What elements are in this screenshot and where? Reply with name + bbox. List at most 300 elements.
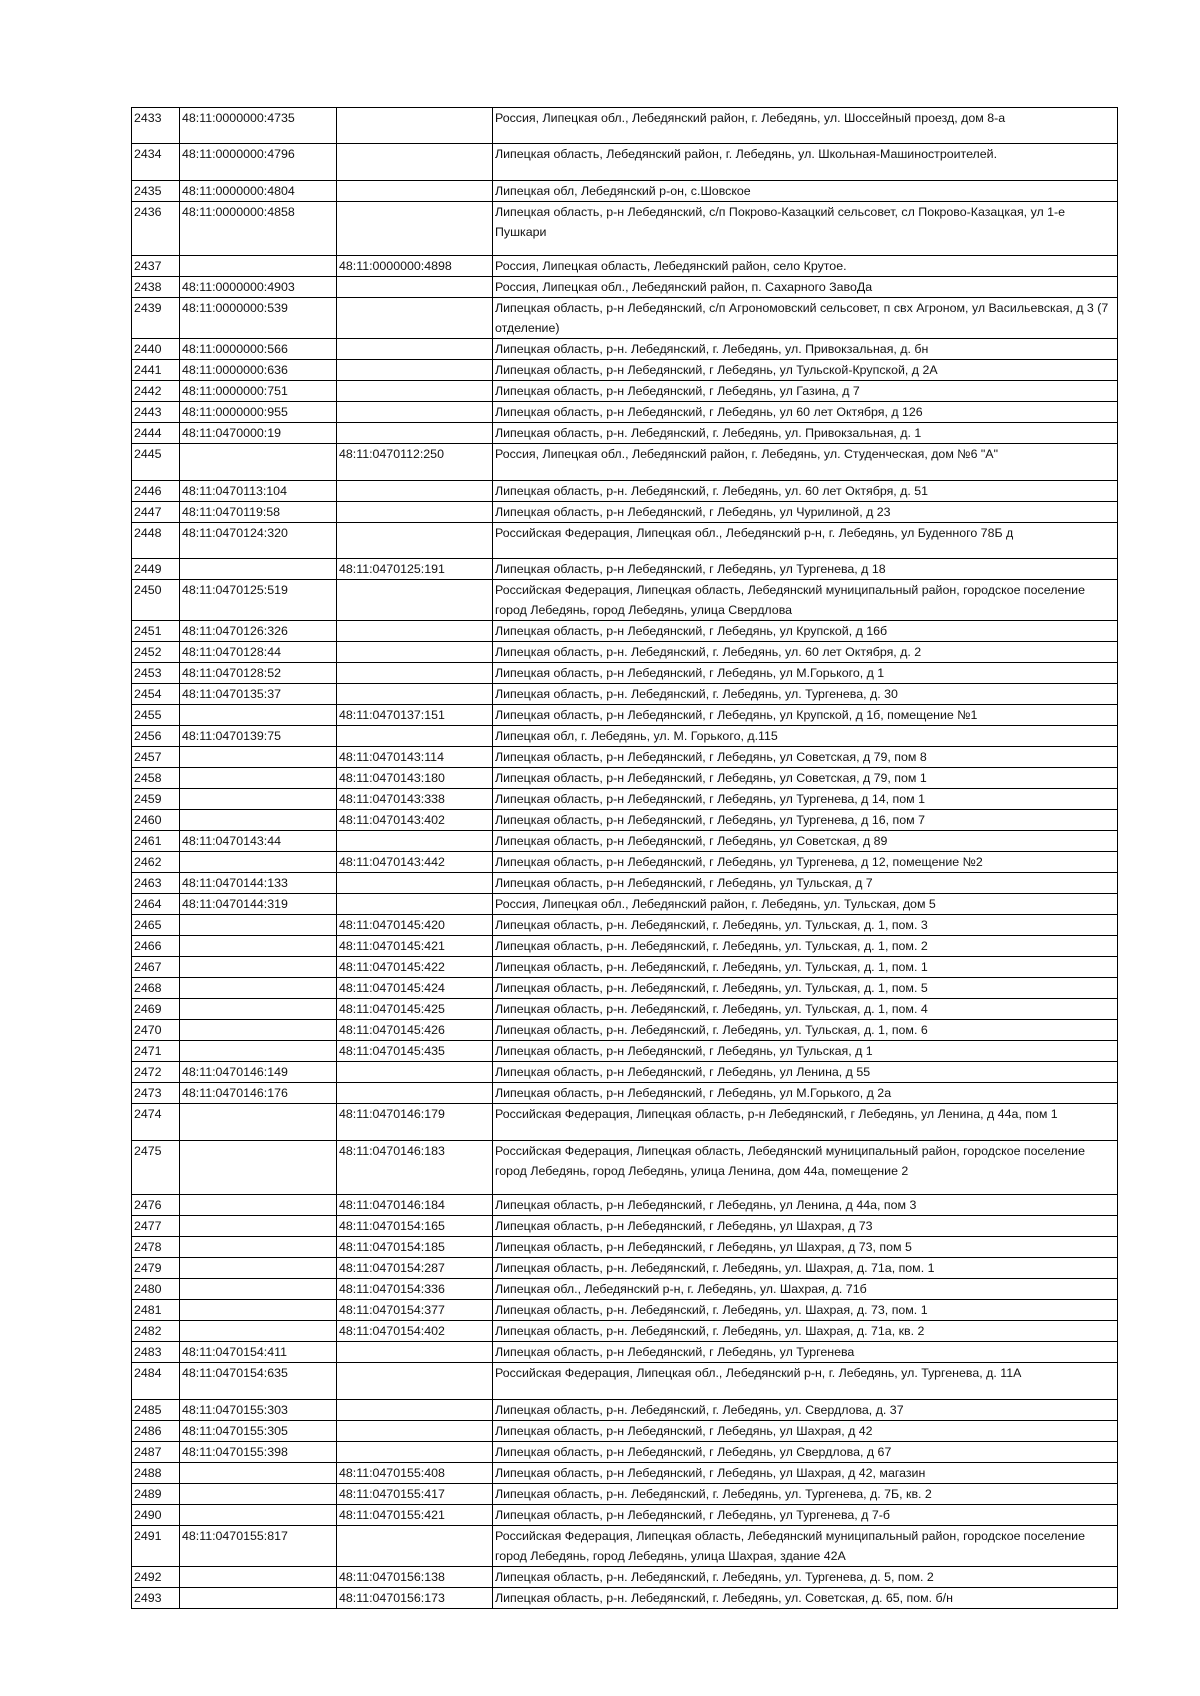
table-row [132, 423, 1118, 444]
table-row [132, 1083, 1118, 1104]
address-cell: Липецкая область, р-н. Лебедянский, г. Лебедянь, ул. Тульская, д. 1, пом. 6 [493, 1020, 1118, 1041]
row-number-cell: 2463 [132, 873, 180, 894]
row-number-cell: 2453 [132, 663, 180, 684]
cadastral-number-cell: 48:11:0470128:44 [180, 642, 337, 663]
cadastral-number-secondary-cell: 48:11:0470156:138 [337, 1566, 493, 1587]
cadastral-number-secondary-cell [337, 873, 493, 894]
cadastral-number-secondary-cell: 48:11:0470154:185 [337, 1237, 493, 1258]
table-row [132, 915, 1118, 936]
cadastral-number-cell [180, 1237, 337, 1258]
row-number-cell: 2434 [132, 144, 180, 180]
row-number-cell: 2449 [132, 559, 180, 580]
row-number-cell: 2454 [132, 684, 180, 705]
cadastral-number-secondary-cell [337, 1441, 493, 1462]
cadastral-number-cell: 48:11:0470135:37 [180, 684, 337, 705]
table-row [132, 381, 1118, 402]
address-cell: Россия, Липецкая область, Лебедянский район, село Крутое. [493, 256, 1118, 277]
row-number-cell: 2470 [132, 1020, 180, 1041]
address-cell: Липецкая область, р-н Лебедянский, г Лебедянь, ул Советская, д 89 [493, 831, 1118, 852]
row-number-cell: 2447 [132, 501, 180, 522]
cadastral-number-secondary-cell: 48:11:0470145:421 [337, 936, 493, 957]
cadastral-number-cell: 48:11:0470155:817 [180, 1525, 337, 1566]
cadastral-number-secondary-cell [337, 423, 493, 444]
cadastral-number-cell [180, 747, 337, 768]
cadastral-number-secondary-cell [337, 277, 493, 298]
table-row [132, 999, 1118, 1020]
table-row [132, 978, 1118, 999]
cadastral-number-secondary-cell: 48:11:0470146:179 [337, 1104, 493, 1140]
row-number-cell: 2489 [132, 1483, 180, 1504]
address-cell: Липецкая область, р-н Лебедянский, г Лебедянь, ул Чурилиной, д 23 [493, 501, 1118, 522]
table-row [132, 726, 1118, 747]
cadastral-number-secondary-cell [337, 580, 493, 621]
table-row [132, 957, 1118, 978]
row-number-cell: 2457 [132, 747, 180, 768]
address-cell: Липецкая обл., Лебедянский р-н, г. Лебедянь, ул. Шахрая, д. 71б [493, 1279, 1118, 1300]
cadastral-number-cell: 48:11:0000000:566 [180, 339, 337, 360]
cadastral-number-cell: 48:11:0470000:19 [180, 423, 337, 444]
address-cell: Липецкая область, р-н. Лебедянский, г. Лебедянь, ул. Шахрая, д. 73, пом. 1 [493, 1300, 1118, 1321]
cadastral-number-cell [180, 1020, 337, 1041]
cadastral-number-cell: 48:11:0470144:133 [180, 873, 337, 894]
address-cell: Липецкая область, р-н. Лебедянский, г. Лебедянь, ул. 60 лет Октября, д. 2 [493, 642, 1118, 663]
row-number-cell: 2460 [132, 810, 180, 831]
cadastral-number-cell: 48:11:0470146:149 [180, 1062, 337, 1083]
row-number-cell: 2448 [132, 522, 180, 558]
address-cell: Липецкая область, р-н Лебедянский, г Лебедянь, ул Шахрая, д 42 [493, 1420, 1118, 1441]
cadastral-number-cell [180, 559, 337, 580]
table-row [132, 1195, 1118, 1216]
cadastral-number-secondary-cell: 48:11:0470145:435 [337, 1041, 493, 1062]
row-number-cell: 2433 [132, 108, 180, 144]
cadastral-number-cell [180, 1041, 337, 1062]
row-number-cell: 2480 [132, 1279, 180, 1300]
cadastral-number-cell: 48:11:0470154:411 [180, 1342, 337, 1363]
cadastral-number-secondary-cell: 48:11:0470154:377 [337, 1300, 493, 1321]
row-number-cell: 2487 [132, 1441, 180, 1462]
cadastral-number-secondary-cell [337, 1420, 493, 1441]
row-number-cell: 2440 [132, 339, 180, 360]
row-number-cell: 2472 [132, 1062, 180, 1083]
cadastral-number-cell [180, 978, 337, 999]
address-cell: Липецкая область, р-н Лебедянский, г Лебедянь, ул Шахрая, д 73 [493, 1216, 1118, 1237]
row-number-cell: 2485 [132, 1399, 180, 1420]
cadastral-number-secondary-cell: 48:11:0470156:173 [337, 1587, 493, 1608]
table-row [132, 684, 1118, 705]
row-number-cell: 2443 [132, 402, 180, 423]
cadastral-number-secondary-cell [337, 1525, 493, 1566]
cadastral-number-secondary-cell: 48:11:0470143:338 [337, 789, 493, 810]
table-row [132, 580, 1118, 621]
cadastral-number-secondary-cell [337, 522, 493, 558]
row-number-cell: 2491 [132, 1525, 180, 1566]
table-row [132, 621, 1118, 642]
cadastral-number-cell: 48:11:0470113:104 [180, 480, 337, 501]
table-row [132, 1504, 1118, 1525]
address-cell: Липецкая область, р-н Лебедянский, г Лебедянь, ул Советская, д 79, пом 1 [493, 768, 1118, 789]
table-row [132, 1462, 1118, 1483]
row-number-cell: 2471 [132, 1041, 180, 1062]
address-cell: Россия, Липецкая обл., Лебедянский район, г. Лебедянь, ул. Тульская, дом 5 [493, 894, 1118, 915]
row-number-cell: 2436 [132, 201, 180, 256]
address-cell: Липецкая область, р-н. Лебедянский, г. Лебедянь, ул. Тургенева, д. 5, пом. 2 [493, 1566, 1118, 1587]
row-number-cell: 2458 [132, 768, 180, 789]
address-cell: Липецкая область, р-н. Лебедянский, г. Лебедянь, ул. Советская, д. 65, пом. б/н [493, 1587, 1118, 1608]
address-cell: Липецкая область, р-н. Лебедянский, г. Лебедянь, ул. Тульская, д. 1, пом. 4 [493, 999, 1118, 1020]
cadastral-number-cell: 48:11:0470126:326 [180, 621, 337, 642]
address-cell: Липецкая область, р-н. Лебедянский, г. Лебедянь, ул. Тургенева, д. 7Б, кв. 2 [493, 1483, 1118, 1504]
table-row [132, 559, 1118, 580]
cadastral-number-secondary-cell: 48:11:0470143:442 [337, 852, 493, 873]
address-cell: Российская Федерация, Липецкая область, Лебедянский муниципальный район, городское поселение город Лебедянь, город Лебедянь, улица Ленина, дом 44а, помещение 2 [493, 1140, 1118, 1195]
cadastral-number-cell: 48:11:0000000:636 [180, 360, 337, 381]
cadastral-number-secondary-cell: 48:11:0470154:402 [337, 1321, 493, 1342]
row-number-cell: 2493 [132, 1587, 180, 1608]
address-cell: Липецкая обл, г. Лебедянь, ул. М. Горького, д.115 [493, 726, 1118, 747]
address-cell: Липецкая область, р-н Лебедянский, г Лебедянь, ул Советская, д 79, пом 8 [493, 747, 1118, 768]
row-number-cell: 2456 [132, 726, 180, 747]
table-row [132, 747, 1118, 768]
table-row [132, 1566, 1118, 1587]
cadastral-number-cell: 48:11:0000000:4804 [180, 180, 337, 201]
address-cell: Россия, Липецкая обл., Лебедянский район, п. Сахарного ЗавоДа [493, 277, 1118, 298]
table-row [132, 339, 1118, 360]
table-row [132, 402, 1118, 423]
address-cell: Липецкая область, р-н. Лебедянский, г. Лебедянь, ул. 60 лет Октября, д. 51 [493, 480, 1118, 501]
cadastral-number-secondary-cell [337, 684, 493, 705]
address-cell: Липецкая область, р-н Лебедянский, г Лебедянь, ул Ленина, д 55 [493, 1062, 1118, 1083]
table-row [132, 1237, 1118, 1258]
table-row [132, 705, 1118, 726]
row-number-cell: 2442 [132, 381, 180, 402]
row-number-cell: 2461 [132, 831, 180, 852]
table-row [132, 1300, 1118, 1321]
cadastral-number-secondary-cell: 48:11:0470146:183 [337, 1140, 493, 1195]
table-row [132, 873, 1118, 894]
table-row [132, 1041, 1118, 1062]
cadastral-number-secondary-cell: 48:11:0470125:191 [337, 559, 493, 580]
cadastral-number-secondary-cell [337, 642, 493, 663]
table-row [132, 480, 1118, 501]
table-row [132, 360, 1118, 381]
table-row [132, 277, 1118, 298]
address-cell: Липецкая область, р-н Лебедянский, с/п Покрово-Казацкий сельсовет, сл Покрово-Казацкая, ул 1-е Пушкари [493, 201, 1118, 256]
cadastral-number-cell [180, 999, 337, 1020]
table-row [132, 1321, 1118, 1342]
cadastral-number-secondary-cell: 48:11:0470145:426 [337, 1020, 493, 1041]
cadastral-number-secondary-cell [337, 339, 493, 360]
row-number-cell: 2462 [132, 852, 180, 873]
address-cell: Липецкая область, р-н Лебедянский, г Лебедянь, ул 60 лет Октября, д 126 [493, 402, 1118, 423]
row-number-cell: 2482 [132, 1321, 180, 1342]
row-number-cell: 2455 [132, 705, 180, 726]
cadastral-number-cell: 48:11:0470144:319 [180, 894, 337, 915]
row-number-cell: 2467 [132, 957, 180, 978]
row-number-cell: 2479 [132, 1258, 180, 1279]
table-row [132, 444, 1118, 480]
address-cell: Липецкая область, р-н. Лебедянский, г. Лебедянь, ул. Тульская, д. 1, пом. 1 [493, 957, 1118, 978]
cadastral-number-cell: 48:11:0470155:398 [180, 1441, 337, 1462]
cadastral-number-cell: 48:11:0470154:635 [180, 1363, 337, 1399]
address-cell: Липецкая область, р-н. Лебедянский, г. Лебедянь, ул. Тульская, д. 1, пом. 3 [493, 915, 1118, 936]
property-table-body [132, 108, 1118, 1609]
row-number-cell: 2476 [132, 1195, 180, 1216]
address-cell: Липецкая область, р-н Лебедянский, с/п Агрономовский сельсовет, п свх Агроном, ул Васильевская, д 3 (7 отделение) [493, 298, 1118, 339]
address-cell: Липецкая область, р-н Лебедянский, г Лебедянь, ул Крупской, д 16б [493, 621, 1118, 642]
cadastral-number-secondary-cell [337, 726, 493, 747]
row-number-cell: 2437 [132, 256, 180, 277]
cadastral-number-secondary-cell: 48:11:0470143:114 [337, 747, 493, 768]
cadastral-number-secondary-cell [337, 480, 493, 501]
table-row [132, 1258, 1118, 1279]
cadastral-number-secondary-cell: 48:11:0470154:165 [337, 1216, 493, 1237]
address-cell: Липецкая область, р-н Лебедянский, г Лебедянь, ул Тургенева [493, 1342, 1118, 1363]
cadastral-number-secondary-cell [337, 501, 493, 522]
row-number-cell: 2486 [132, 1420, 180, 1441]
cadastral-number-cell [180, 936, 337, 957]
cadastral-number-secondary-cell [337, 1062, 493, 1083]
table-row [132, 522, 1118, 558]
row-number-cell: 2451 [132, 621, 180, 642]
cadastral-number-cell [180, 1483, 337, 1504]
cadastral-number-secondary-cell [337, 180, 493, 201]
address-cell: Липецкая область, р-н Лебедянский, г Лебедянь, ул Тургенева, д 18 [493, 559, 1118, 580]
cadastral-number-cell: 48:11:0000000:539 [180, 298, 337, 339]
row-number-cell: 2439 [132, 298, 180, 339]
row-number-cell: 2466 [132, 936, 180, 957]
row-number-cell: 2465 [132, 915, 180, 936]
address-cell: Липецкая область, р-н. Лебедянский, г. Лебедянь, ул. Шахрая, д. 71а, пом. 1 [493, 1258, 1118, 1279]
cadastral-number-secondary-cell: 48:11:0470155:417 [337, 1483, 493, 1504]
table-row [132, 852, 1118, 873]
table-row [132, 1104, 1118, 1140]
address-cell: Липецкая область, р-н Лебедянский, г Лебедянь, ул Тургенева, д 14, пом 1 [493, 789, 1118, 810]
cadastral-number-cell [180, 444, 337, 480]
cadastral-number-cell [180, 1258, 337, 1279]
cadastral-number-secondary-cell: 48:11:0470154:287 [337, 1258, 493, 1279]
cadastral-number-cell: 48:11:0470128:52 [180, 663, 337, 684]
cadastral-number-cell [180, 1195, 337, 1216]
table-row [132, 768, 1118, 789]
address-cell: Российская Федерация, Липецкая обл., Лебедянский р-н, г. Лебедянь, ул. Тургенева, д. 11А [493, 1363, 1118, 1399]
cadastral-number-secondary-cell: 48:11:0470112:250 [337, 444, 493, 480]
table-row [132, 1342, 1118, 1363]
cadastral-number-secondary-cell [337, 1083, 493, 1104]
cadastral-number-secondary-cell: 48:11:0470154:336 [337, 1279, 493, 1300]
row-number-cell: 2450 [132, 580, 180, 621]
address-cell: Липецкая область, р-н Лебедянский, г Лебедянь, ул Свердлова, д 67 [493, 1441, 1118, 1462]
address-cell: Российская Федерация, Липецкая область, р-н Лебедянский, г Лебедянь, ул Ленина, д 44а, пом 1 [493, 1104, 1118, 1140]
property-table [131, 107, 1118, 1609]
cadastral-number-cell [180, 768, 337, 789]
row-number-cell: 2441 [132, 360, 180, 381]
address-cell: Липецкая область, р-н Лебедянский, г Лебедянь, ул Тульская, д 7 [493, 873, 1118, 894]
cadastral-number-cell: 48:11:0470125:519 [180, 580, 337, 621]
row-number-cell: 2473 [132, 1083, 180, 1104]
cadastral-number-cell [180, 1279, 337, 1300]
table-row [132, 180, 1118, 201]
cadastral-number-secondary-cell [337, 298, 493, 339]
table-row [132, 1587, 1118, 1608]
cadastral-number-secondary-cell: 48:11:0470143:402 [337, 810, 493, 831]
row-number-cell: 2438 [132, 277, 180, 298]
address-cell: Липецкая область, р-н Лебедянский, г Лебедянь, ул Шахрая, д 73, пом 5 [493, 1237, 1118, 1258]
address-cell: Российская Федерация, Липецкая обл., Лебедянский р-н, г. Лебедянь, ул Буденного 78Б д [493, 522, 1118, 558]
row-number-cell: 2483 [132, 1342, 180, 1363]
cadastral-number-secondary-cell: 48:11:0000000:4898 [337, 256, 493, 277]
cadastral-number-secondary-cell [337, 108, 493, 144]
table-row [132, 1062, 1118, 1083]
table-row [132, 1483, 1118, 1504]
row-number-cell: 2484 [132, 1363, 180, 1399]
cadastral-number-cell: 48:11:0000000:751 [180, 381, 337, 402]
address-cell: Липецкая область, р-н Лебедянский, г Лебедянь, ул Тульская, д 1 [493, 1041, 1118, 1062]
table-row [132, 894, 1118, 915]
cadastral-number-cell [180, 957, 337, 978]
cadastral-number-secondary-cell [337, 1399, 493, 1420]
cadastral-number-secondary-cell: 48:11:0470137:151 [337, 705, 493, 726]
row-number-cell: 2492 [132, 1566, 180, 1587]
address-cell: Липецкая область, р-н. Лебедянский, г. Лебедянь, ул. Свердлова, д. 37 [493, 1399, 1118, 1420]
cadastral-number-secondary-cell [337, 144, 493, 180]
cadastral-number-cell [180, 1587, 337, 1608]
address-cell: Липецкая область, р-н Лебедянский, г Лебедянь, ул М.Горького, д 1 [493, 663, 1118, 684]
cadastral-number-secondary-cell [337, 381, 493, 402]
cadastral-number-secondary-cell [337, 201, 493, 256]
table-row [132, 1420, 1118, 1441]
cadastral-number-secondary-cell [337, 663, 493, 684]
row-number-cell: 2446 [132, 480, 180, 501]
address-cell: Липецкая область, р-н Лебедянский, г Лебедянь, ул Шахрая, д 42, магазин [493, 1462, 1118, 1483]
cadastral-number-secondary-cell: 48:11:0470146:184 [337, 1195, 493, 1216]
address-cell: Липецкая область, р-н. Лебедянский, г. Лебедянь, ул. Тульская, д. 1, пом. 5 [493, 978, 1118, 999]
row-number-cell: 2469 [132, 999, 180, 1020]
address-cell: Липецкая область, р-н. Лебедянский, г. Лебедянь, ул. Привокзальная, д. 1 [493, 423, 1118, 444]
address-cell: Липецкая область, р-н Лебедянский, г Лебедянь, ул М.Горького, д 2а [493, 1083, 1118, 1104]
address-cell: Липецкая область, р-н Лебедянский, г Лебедянь, ул Газина, д 7 [493, 381, 1118, 402]
table-row [132, 1441, 1118, 1462]
cadastral-number-secondary-cell [337, 360, 493, 381]
address-cell: Российская Федерация, Липецкая область, Лебедянский муниципальный район, городское поселение город Лебедянь, город Лебедянь, улица Свердлова [493, 580, 1118, 621]
table-row [132, 256, 1118, 277]
cadastral-number-cell [180, 705, 337, 726]
cadastral-number-secondary-cell: 48:11:0470155:408 [337, 1462, 493, 1483]
address-cell: Россия, Липецкая обл., Лебедянский район, г. Лебедянь, ул. Студенческая, дом №6 "А" [493, 444, 1118, 480]
cadastral-number-cell [180, 1321, 337, 1342]
address-cell: Липецкая область, Лебедянский район, г. Лебедянь, ул. Школьная-Машиностроителей. [493, 144, 1118, 180]
table-row [132, 1399, 1118, 1420]
cadastral-number-cell [180, 1140, 337, 1195]
address-cell: Липецкая обл, Лебедянский р-он, с.Шовское [493, 180, 1118, 201]
cadastral-number-cell [180, 810, 337, 831]
cadastral-number-secondary-cell: 48:11:0470145:424 [337, 978, 493, 999]
cadastral-number-cell: 48:11:0000000:955 [180, 402, 337, 423]
cadastral-number-cell: 48:11:0470143:44 [180, 831, 337, 852]
row-number-cell: 2444 [132, 423, 180, 444]
cadastral-number-cell [180, 915, 337, 936]
cadastral-number-cell: 48:11:0470155:305 [180, 1420, 337, 1441]
cadastral-number-cell: 48:11:0000000:4858 [180, 201, 337, 256]
cadastral-number-secondary-cell [337, 621, 493, 642]
cadastral-number-cell [180, 1216, 337, 1237]
table-row [132, 108, 1118, 144]
row-number-cell: 2452 [132, 642, 180, 663]
address-cell: Липецкая область, р-н. Лебедянский, г. Лебедянь, ул. Тульская, д. 1, пом. 2 [493, 936, 1118, 957]
cadastral-number-secondary-cell [337, 894, 493, 915]
cadastral-number-cell: 48:11:0000000:4735 [180, 108, 337, 144]
address-cell: Липецкая область, р-н. Лебедянский, г. Лебедянь, ул. Тургенева, д. 30 [493, 684, 1118, 705]
address-cell: Липецкая область, р-н. Лебедянский, г. Лебедянь, ул. Шахрая, д. 71а, кв. 2 [493, 1321, 1118, 1342]
table-row [132, 1216, 1118, 1237]
table-row [132, 298, 1118, 339]
row-number-cell: 2477 [132, 1216, 180, 1237]
row-number-cell: 2475 [132, 1140, 180, 1195]
table-row [132, 501, 1118, 522]
row-number-cell: 2459 [132, 789, 180, 810]
table-row [132, 1020, 1118, 1041]
table-row [132, 1140, 1118, 1195]
row-number-cell: 2478 [132, 1237, 180, 1258]
table-row [132, 810, 1118, 831]
table-row [132, 144, 1118, 180]
address-cell: Российская Федерация, Липецкая область, Лебедянский муниципальный район, городское поселение город Лебедянь, город Лебедянь, улица Шахрая, здание 42А [493, 1525, 1118, 1566]
address-cell: Липецкая область, р-н Лебедянский, г Лебедянь, ул Ленина, д 44а, пом 3 [493, 1195, 1118, 1216]
cadastral-number-secondary-cell: 48:11:0470155:421 [337, 1504, 493, 1525]
cadastral-number-cell [180, 1300, 337, 1321]
row-number-cell: 2464 [132, 894, 180, 915]
address-cell: Липецкая область, р-н Лебедянский, г Лебедянь, ул Тургенева, д 16, пом 7 [493, 810, 1118, 831]
cadastral-number-secondary-cell: 48:11:0470143:180 [337, 768, 493, 789]
cadastral-number-secondary-cell: 48:11:0470145:420 [337, 915, 493, 936]
row-number-cell: 2435 [132, 180, 180, 201]
table-row [132, 1279, 1118, 1300]
cadastral-number-cell: 48:11:0470155:303 [180, 1399, 337, 1420]
cadastral-number-cell [180, 789, 337, 810]
cadastral-number-cell: 48:11:0470119:58 [180, 501, 337, 522]
table-row [132, 1525, 1118, 1566]
address-cell: Россия, Липецкая обл., Лебедянский район, г. Лебедянь, ул. Шоссейный проезд, дом 8-а [493, 108, 1118, 144]
cadastral-number-secondary-cell: 48:11:0470145:425 [337, 999, 493, 1020]
cadastral-number-cell [180, 1104, 337, 1140]
address-cell: Липецкая область, р-н Лебедянский, г Лебедянь, ул Тургенева, д 12, помещение №2 [493, 852, 1118, 873]
table-row [132, 789, 1118, 810]
row-number-cell: 2468 [132, 978, 180, 999]
cadastral-number-secondary-cell [337, 831, 493, 852]
row-number-cell: 2490 [132, 1504, 180, 1525]
cadastral-number-secondary-cell [337, 402, 493, 423]
cadastral-number-cell [180, 1462, 337, 1483]
row-number-cell: 2445 [132, 444, 180, 480]
cadastral-number-cell: 48:11:0000000:4796 [180, 144, 337, 180]
table-row [132, 936, 1118, 957]
cadastral-number-secondary-cell [337, 1342, 493, 1363]
cadastral-number-cell: 48:11:0470146:176 [180, 1083, 337, 1104]
cadastral-number-cell [180, 1566, 337, 1587]
cadastral-number-cell: 48:11:0470124:320 [180, 522, 337, 558]
row-number-cell: 2488 [132, 1462, 180, 1483]
cadastral-number-cell: 48:11:0470139:75 [180, 726, 337, 747]
row-number-cell: 2481 [132, 1300, 180, 1321]
address-cell: Липецкая область, р-н. Лебедянский, г. Лебедянь, ул. Привокзальная, д. бн [493, 339, 1118, 360]
cadastral-number-cell [180, 256, 337, 277]
cadastral-number-cell [180, 1504, 337, 1525]
address-cell: Липецкая область, р-н Лебедянский, г Лебедянь, ул Крупской, д 1б, помещение №1 [493, 705, 1118, 726]
table-row [132, 642, 1118, 663]
table-row [132, 831, 1118, 852]
cadastral-number-secondary-cell [337, 1363, 493, 1399]
row-number-cell: 2474 [132, 1104, 180, 1140]
address-cell: Липецкая область, р-н Лебедянский, г Лебедянь, ул Тургенева, д 7-б [493, 1504, 1118, 1525]
